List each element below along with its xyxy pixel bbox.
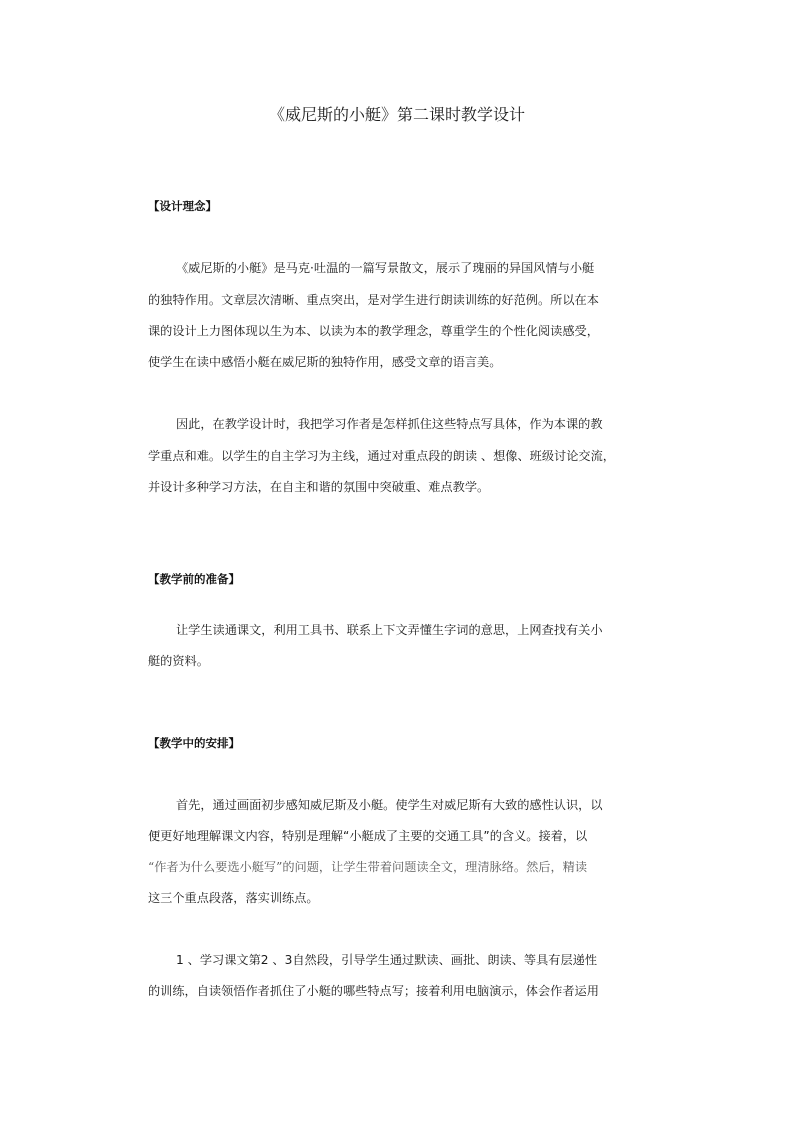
paragraph-line: 使学生在读中感悟小艇在威尼斯的独特作用，感受文章的语言美。 (148, 355, 502, 369)
document-title: 《威尼斯的小艇》第二课时教学设计 (268, 105, 525, 124)
paragraph-line: 1 、学习课文第2 、3自然段，引导学生通过默读、画批、朗读、等具有层递性 (176, 953, 598, 967)
paragraph-line: 并设计多种学习方法，在自主和谐的氛围中突破重、难点教学。 (148, 480, 490, 494)
section-heading-arrangement: 【教学中的安排】 (148, 736, 240, 750)
paragraph-line: 因此，在教学设计时，我把学习作者是怎样抓住这些特点写具体，作为本课的教 (176, 417, 603, 431)
paragraph-line: 艇的资料。 (148, 654, 209, 668)
section-heading-design-concept: 【设计理念】 (148, 199, 217, 213)
paragraph-line: 让学生读通课文，利用工具书、联系上下文弄懂生字词的意思，上网查找有关小 (176, 623, 603, 637)
paragraph-line: “作者为什么要选小艇写”的问题，让学生带着问题读全文，理清脉络。然后，精读 (148, 860, 588, 874)
paragraph-line: 便更好地理解课文内容，特别是理解“小艇成了主要的交通工具”的含义。接着，以 (148, 829, 588, 843)
paragraph-line: 学重点和难。以学生的自主学习为主线，通过对重点段的朗读 、想像、班级讨论交流， (148, 449, 615, 463)
paragraph-line: 首先，通过画面初步感知威尼斯及小艇。使学生对威尼斯有大致的感性认识，以 (176, 798, 603, 812)
paragraph-line: 课的设计上力图体现以生为本、以读为本的教学理念，尊重学生的个性化阅读感受， (148, 324, 599, 338)
paragraph-line: 的训练，自读领悟作者抓住了小艇的哪些特点写；接着利用电脑演示，体会作者运用 (148, 984, 599, 998)
paragraph-line: 的独特作用。文章层次清晰、重点突出，是对学生进行朗读训练的好范例。所以在本 (148, 293, 599, 307)
paragraph-line: 这三个重点段落，落实训练点。 (148, 891, 319, 905)
paragraph-line: 《威尼斯的小艇》是马克·吐温的一篇写景散文，展示了瑰丽的异国风情与小艇 (176, 261, 595, 275)
section-heading-preparation: 【教学前的准备】 (148, 572, 240, 586)
